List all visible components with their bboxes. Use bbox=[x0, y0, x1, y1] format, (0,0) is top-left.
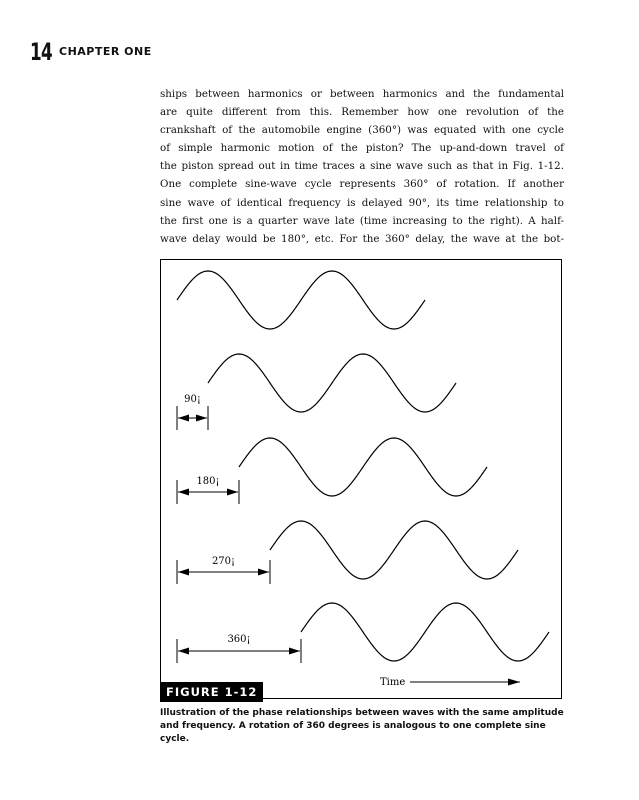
delay-angle-label: 90¡ bbox=[184, 394, 201, 405]
sine-wave bbox=[301, 603, 549, 661]
body-line: ships between harmonics or between harmonics and the fundamental bbox=[160, 88, 564, 100]
delay-arrow bbox=[177, 406, 208, 430]
body-line: the piston spread out in time traces a sine wave such as that in Fig. 1-12. bbox=[160, 160, 564, 173]
delay-angle-label: 180¡ bbox=[196, 476, 220, 487]
time-axis-label: Time bbox=[380, 677, 406, 688]
body-line: One complete sine-wave cycle represents 360° of rotation. If another bbox=[160, 178, 564, 191]
body-line: of simple harmonic motion of the piston? The up-and-down travel of bbox=[160, 142, 564, 155]
sine-wave bbox=[239, 438, 487, 496]
body-line: wave delay would be 180°, etc. For the 360° delay, the wave at the bot- bbox=[160, 232, 564, 245]
sine-wave bbox=[177, 271, 425, 329]
figure-label: FIGURE 1-12 bbox=[160, 682, 263, 702]
body-line: sine wave of identical frequency is delayed 90°, its time relationship to bbox=[160, 196, 564, 209]
page-number: 14 bbox=[30, 38, 52, 66]
chapter-title: CHAPTER ONE bbox=[59, 45, 152, 58]
delay-angle-label: 270¡ bbox=[211, 556, 236, 567]
sine-wave bbox=[208, 354, 456, 412]
figure-caption: Illustration of the phase relationships between waves with the same amplitude and frequency. A rotation of 360 degrees is analogous to one complete sine cycle. bbox=[160, 708, 564, 744]
body-line: the first one is a quarter wave late (time increasing to the right). A half- bbox=[160, 214, 564, 227]
delay-angle-label: 360¡ bbox=[227, 634, 251, 645]
sine-wave bbox=[270, 521, 518, 579]
body-line: crankshaft of the automobile engine (360°) was equated with one cycle bbox=[160, 124, 564, 137]
time-arrow bbox=[410, 679, 520, 686]
body-line: are quite different from this. Remember how one revolution of the bbox=[160, 106, 564, 119]
